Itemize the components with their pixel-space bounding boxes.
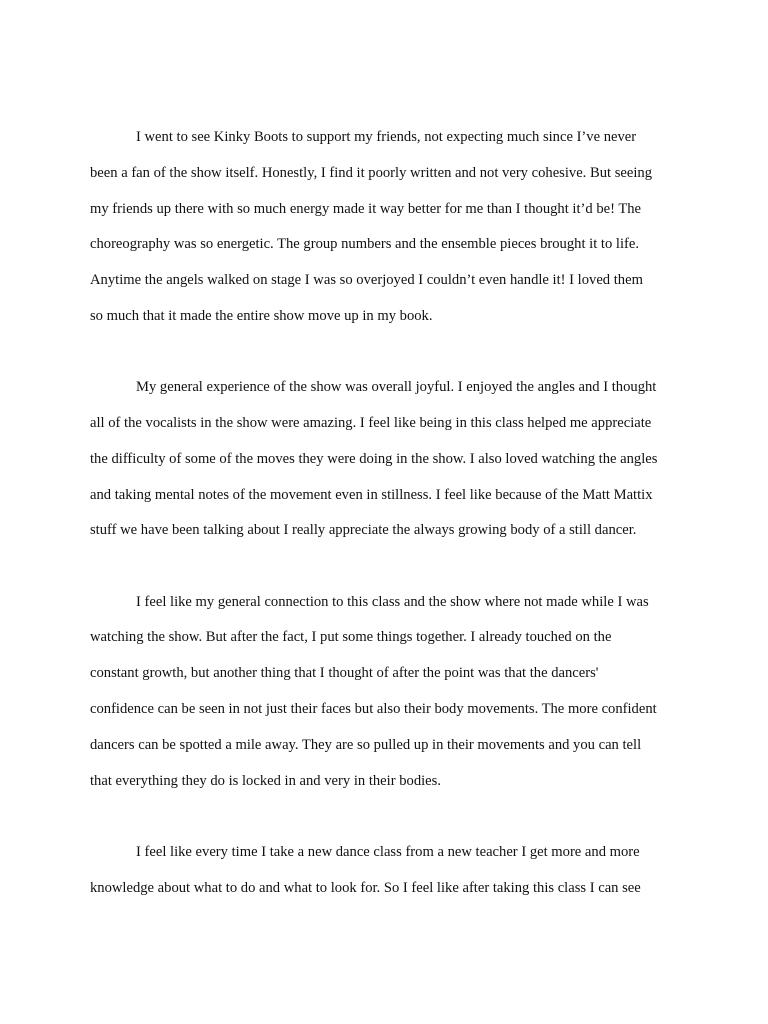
paragraph-line: My general experience of the show was overall joyful. I enjoyed the angles and I thought [136, 379, 657, 395]
paragraph-line: I feel like my general connection to this class and the show where not made while I was [136, 594, 649, 610]
paragraph-line: constant growth, but another thing that I thought of after the point was that the dancers' [90, 665, 599, 681]
paragraph-line: all of the vocalists in the show were amazing. I feel like being in this class helped me appreciate [90, 415, 652, 431]
paragraph-line: the difficulty of some of the moves they were doing in the show. I also loved watching the angles [90, 451, 658, 467]
paragraph-line: that everything they do is locked in and very in their bodies. [90, 773, 441, 789]
paragraph-line: I went to see Kinky Boots to support my friends, not expecting much since I’ve never [136, 129, 637, 145]
paragraph-line: and taking mental notes of the movement even in stillness. I feel like because of the Matt Mattix [90, 487, 653, 503]
paragraph-line: knowledge about what to do and what to look for. So I feel like after taking this class I can see [90, 880, 641, 896]
paragraph-line: watching the show. But after the fact, I put some things together. I already touched on the [90, 629, 612, 645]
paragraph-line: Anytime the angels walked on stage I was so overjoyed I couldn’t even handle it! I loved them [90, 272, 643, 288]
paragraph-line: been a fan of the show itself. Honestly, I find it poorly written and not very cohesive. But seeing [90, 165, 652, 181]
paragraph-line: choreography was so energetic. The group numbers and the ensemble pieces brought it to life. [90, 236, 639, 252]
paragraph-line: I feel like every time I take a new dance class from a new teacher I get more and more [136, 844, 640, 860]
paragraph-line: my friends up there with so much energy made it way better for me than I thought it’d be! The [90, 201, 642, 217]
paragraph-line: so much that it made the entire show move up in my book. [90, 308, 433, 324]
paragraph-line: confidence can be seen in not just their faces but also their body movements. The more confident [90, 701, 657, 717]
paragraph-line: stuff we have been talking about I really appreciate the always growing body of a still dancer. [90, 522, 637, 538]
paragraph-line: dancers can be spotted a mile away. They are so pulled up in their movements and you can tell [90, 737, 642, 753]
